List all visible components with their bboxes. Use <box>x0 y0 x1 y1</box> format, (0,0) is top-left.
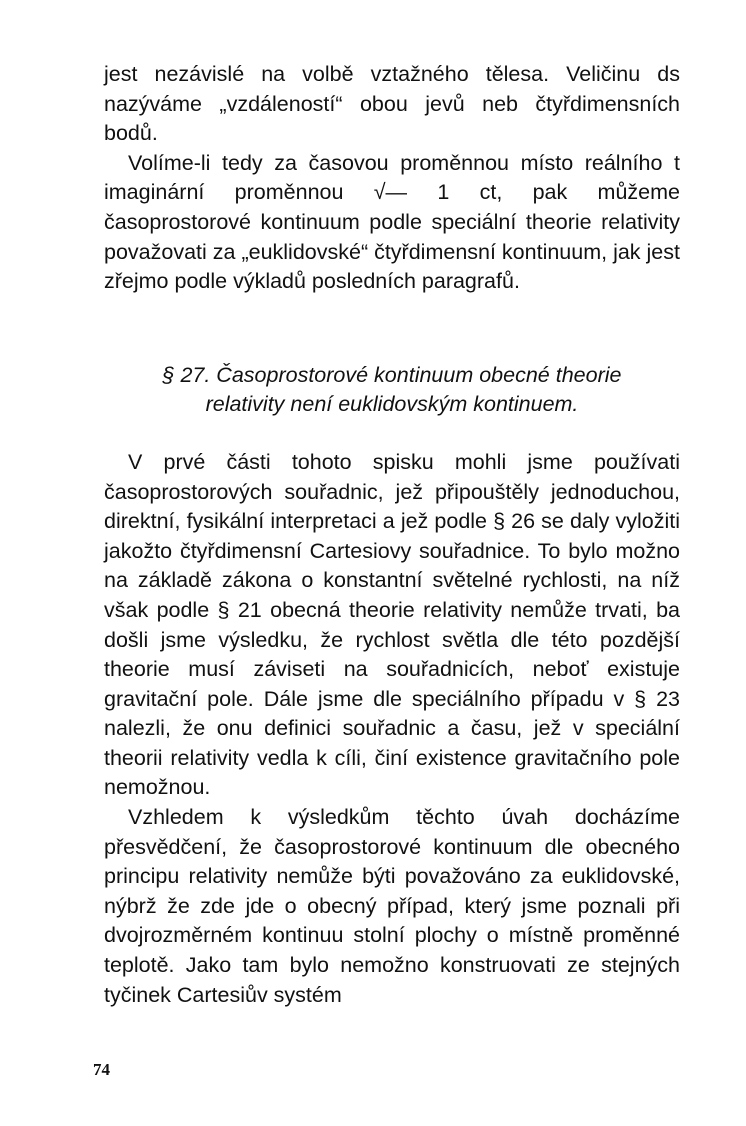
section-heading-line: § 27. Časoprostorové kontinuum obecné theorie <box>162 362 622 387</box>
page-number: 74 <box>93 1060 110 1079</box>
paragraph: V prvé části tohoto spisku mohli jsme používati časoprostorových souřadnic, jež připouštěly jednoduchou, direktní, fysikální interpretaci a jež podle § 26 se daly vyložiti jakožto čtyřdimensní Cartesiovy souřadnice. To bylo možno na základě zákona o konstantní světelné rychlosti, na níž však podle § 21 obecná theorie relativity nemůže trvati, ba došli jsme výsledku, že rychlost světla dle této pozdější theorie musí záviseti na souřadnicích, neboť existuje gravitační pole. Dále jsme dle speciálního případu v § 23 nalezli, že onu definici souřadnic a času, jež v speciální theorii relativity vedla k cíli, činí existence gravitačního pole nemožnou. <box>104 449 680 800</box>
paragraph: Vzhledem k výsledkům těchto úvah docházíme přesvědčení, že časoprostorové kontinuum dle obecného principu relativity nemůže býti považováno za euklidovské, nýbrž že zde jde o obecný případ, který jsme poznali při dvojrozměrném kontinuu stolní plochy o místně proměnné teplotě. Jako tam bylo nemožno konstruovati ze stejných tyčinek Cartesiův systém <box>104 805 680 1007</box>
body-text <box>104 60 680 1010</box>
paragraph: Volíme-li tedy za časovou proměnnou místo reálního t imaginární proměnnou √— 1 ct, pak můžeme časoprostorové kontinuum podle speciální theorie relativity považovati za „euklidovské“ čtyřdimensní kontinuum, jak jest zřejmo podle výkladů posledních paragrafů. <box>104 150 680 294</box>
section-heading <box>104 361 680 420</box>
paragraph: jest nezávislé na volbě vztažného tělesa. Veličinu ds nazýváme „vzdáleností“ obou jevů neb čtyřdimensních bodů. <box>104 62 680 146</box>
section-heading-line: relativity není euklidovským kontinuem. <box>205 392 579 417</box>
